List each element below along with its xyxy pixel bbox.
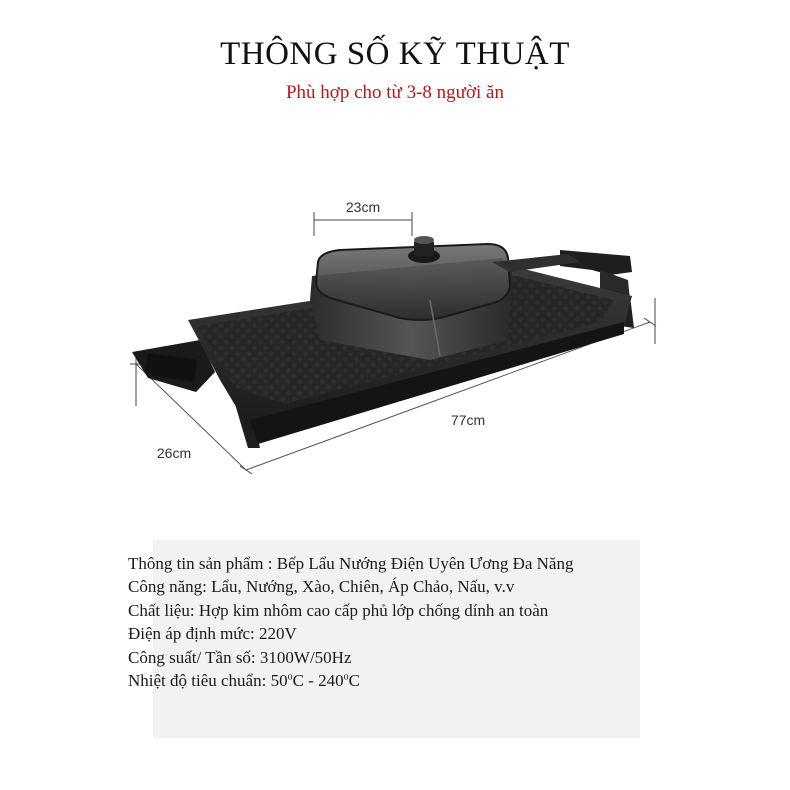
spec-material: Chất liệu: Hợp kim nhôm cao cấp phủ lớp chống dính an toàn	[128, 600, 549, 620]
page-subtitle: Phù hợp cho từ 3-8 người ăn	[285, 82, 504, 103]
spec-product-info: Thông tin sản phẩm : Bếp Lẩu Nướng Điện Uyên Ương Đa Năng	[128, 554, 574, 573]
dimension-pot-width-label: 23cm	[345, 199, 381, 215]
spec-voltage: Điện áp định mức: 220V	[128, 624, 297, 644]
spec-temperature: Nhiệt độ tiêu chuẩn: 50$^o$C - 240$^o$C	[128, 671, 360, 691]
dimension-depth-label: 26cm	[156, 445, 192, 461]
spec-list	[128, 552, 573, 692]
spec-power: Công suất/ Tần số: 3100W/50Hz	[128, 647, 352, 667]
dimension-pot-width	[314, 199, 412, 236]
spec-functions: Công năng: Lẩu, Nướng, Xào, Chiên, Áp Chảo, Nấu, v.v	[128, 577, 515, 597]
page-title: THÔNG SỐ KỸ THUẬT	[220, 36, 570, 72]
dimension-length-label: 77cm	[450, 412, 486, 428]
